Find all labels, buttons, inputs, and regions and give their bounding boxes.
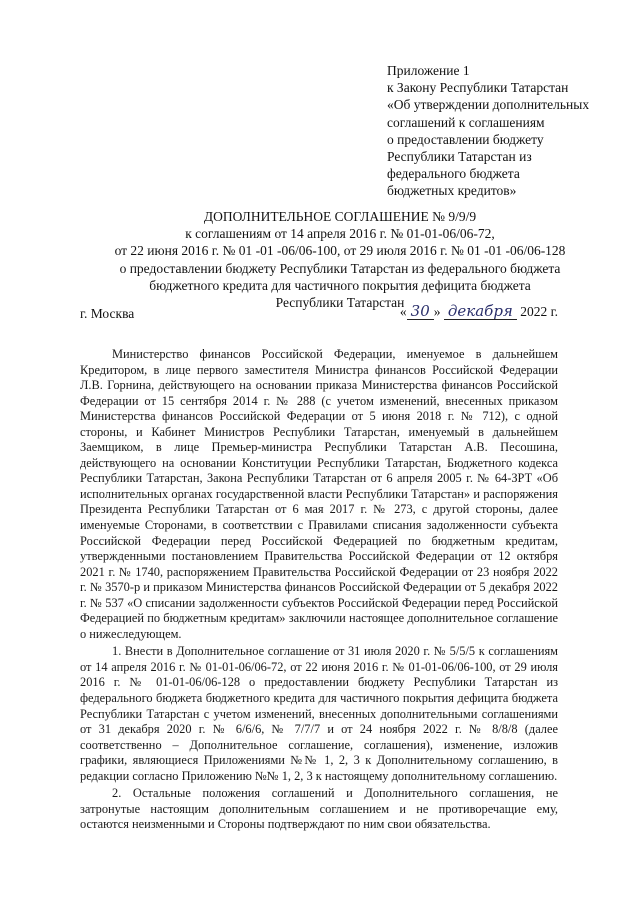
title-line: ДОПОЛНИТЕЛЬНОЕ СОГЛАШЕНИЕ № 9/9/9	[203, 209, 477, 224]
title-line: бюджетного кредита для частичного покрытия дефицита бюджета	[149, 277, 531, 293]
title-line: от 22 июня 2016 г. № 01 -01 -06/06-100, от 29 июля 2016 г. № 01 -01 -06/06-128	[114, 243, 566, 259]
annex-line: Республики Татарстан из	[387, 149, 532, 165]
annex-line: «Об утверждении дополнительных	[387, 97, 590, 113]
annex-line: федерального бюджета	[387, 166, 520, 182]
date-month-handwritten: декабря	[444, 303, 517, 320]
document-title	[60, 208, 620, 311]
annex-line: о предоставлении бюджету	[387, 131, 544, 147]
annex-line: соглашений к соглашениям	[387, 114, 545, 130]
date-close-quote: »	[433, 304, 441, 319]
document-date	[400, 303, 558, 320]
title-line: Республики Татарстан	[275, 295, 405, 311]
date-day-handwritten: 30	[407, 303, 434, 320]
date-year: 2022 г.	[520, 304, 558, 319]
title-line: к соглашениям от 14 апреля 2016 г. № 01-01-06/06-72,	[185, 226, 495, 242]
clause-2-paragraph: 2. Остальные положения соглашений и Дополнительного соглашения, не затронутые настоящим дополнительным соглашением и не противоречащие ему, остаются неизменными и Стороны подтверждают по ним свои обязательства.	[80, 786, 558, 832]
date-open-quote: «	[399, 304, 407, 319]
place-date-row	[80, 303, 558, 323]
agreement-body	[80, 347, 558, 833]
annex-header	[387, 62, 627, 200]
preamble-paragraph: Министерство финансов Российской Федерации, именуемое в дальнейшем Кредитором, в лице первого заместителя Министра финансов Российской Федерации Л.В. Горнина, действующего на основании приказа Министерства финансов Российской Федерации от 15 сентября 2014 г. № 288 (с учетом изменений, внесенных приказом Министерства финансов Российской Федерации от 5 июня 2018 г. № 712), с одной стороны, и Кабинет Министров Республики Татарстан, именуемый в дальнейшем Заемщиком, в лице Премьер-министра Республики Татарстан А.В. Песошина, действующего на основании Конституции Республики Татарстан, Бюджетного кодекса Республики Татарстан, Закона Республики Татарстан от 6 апреля 2005 г. № 64-ЗРТ «Об исполнительных органах государственной власти Республики Татарстан» и распоряжения Президента Республики Татарстан от 6 мая 2017 г. № 273, с другой стороны, далее именуемые Сторонами, в соответствии с Правилами списания задолженности субъекта Российской Федерации перед Российской Федерацией по бюджетным кредитам, утвержденными постановлением Правительства Российской Федерации от 12 октября 2021 г. № 1740, распоряжением Правительства Российской Федерации от 23 ноября 2022 г. № 3570-р и приказом Министерства финансов Российской Федерации от 5 декабря 2022 г. № 537 «О списании задолженности субъектов Российской Федерации перед Российской Федерацией по бюджетным кредитам» заключили настоящее дополнительное соглашение о нижеследующем.	[80, 347, 558, 641]
annex-line: к Закону Республики Татарстан	[387, 80, 569, 96]
annex-line: бюджетных кредитов»	[387, 183, 517, 199]
annex-line: Приложение 1	[387, 63, 470, 78]
title-line: о предоставлении бюджету Республики Татарстан из федерального бюджета	[119, 260, 561, 276]
clause-1-paragraph: 1. Внести в Дополнительное соглашение от 31 июля 2020 г. № 5/5/5 к соглашениям от 14 апреля 2016 г. № 01-01-06/06-72, от 22 июня 2016 г. № 01-01-06/06-100, от 29 июля 2016 г. № 01-01-06/06-128 о предоставлении бюджету Республики Татарстан из федерального бюджета бюджетного кредита для частичного покрытия дефицита бюджета Республики Татарстан с учетом изменений, внесенных дополнительными соглашениями от 31 декабря 2020 г. № 6/6/6, № 7/7/7 и от 24 ноября 2022 г. № 8/8/8 (далее соответственно – Дополнительное соглашение, соглашения), изменение, изложив графики, являющиеся Приложениями №№ 1, 2, 3 к Дополнительному соглашению, в редакции согласно Приложению №№ 1, 2, 3 к настоящему дополнительному соглашению.	[80, 644, 558, 783]
place-label: г. Москва	[80, 306, 135, 321]
